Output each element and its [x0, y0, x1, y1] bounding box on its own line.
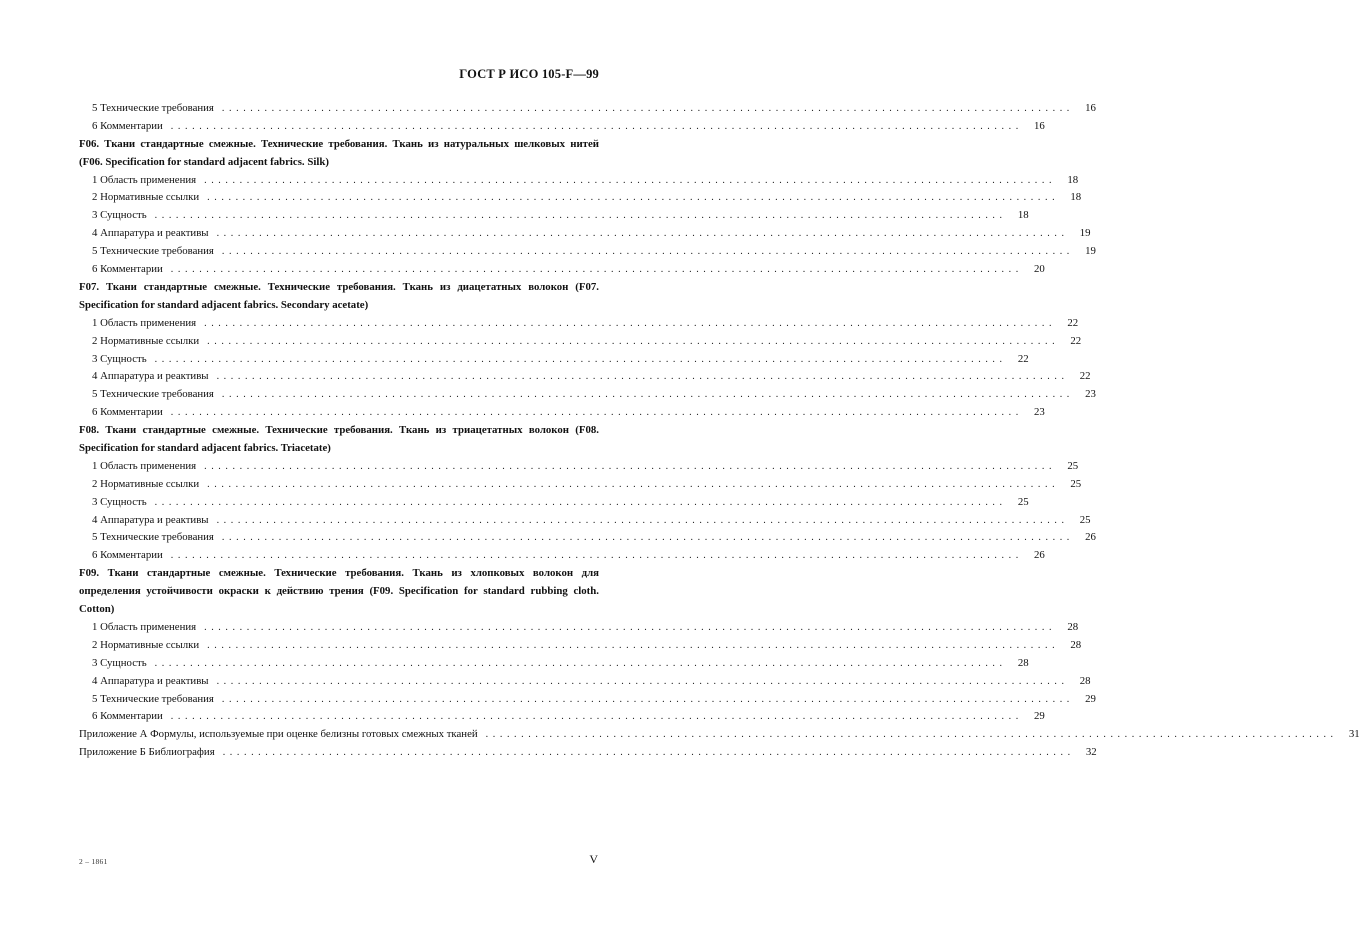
- toc-entry-page: 22: [1067, 316, 1079, 329]
- dot-leader: ........................................................................................................................: [221, 532, 1074, 544]
- toc-entry[interactable]: [79, 458, 1079, 476]
- toc-appendix-entry[interactable]: [79, 726, 1360, 744]
- dot-leader: ........................................................................................................................: [216, 514, 1069, 526]
- toc-entry-page: 26: [1034, 549, 1045, 562]
- toc-entry-label: 1 Область применения: [92, 173, 197, 186]
- toc-entry-page: 29: [1085, 692, 1096, 705]
- toc-entry-label: 6 Комментарии: [92, 263, 163, 276]
- toc-entry-label: Приложение А Формулы, используемые при оценке белизны готовых смежных тканей: [79, 728, 478, 741]
- toc-entry-label: 3 Сущность: [92, 495, 147, 508]
- toc-entry[interactable]: [79, 225, 1091, 243]
- toc-entry-page: 23: [1085, 388, 1096, 401]
- dot-leader: ........................................................................................................................: [207, 192, 1060, 204]
- toc-entry[interactable]: [79, 404, 1045, 422]
- dot-leader: ........................................................................................................................: [154, 210, 1007, 222]
- toc-entry-label: 5 Технические требования: [92, 692, 214, 705]
- toc-entry-label: 2 Нормативные ссылки: [92, 334, 200, 347]
- toc-entry-label: 2 Нормативные ссылки: [92, 191, 200, 204]
- print-code: 2 – 1861: [79, 857, 108, 866]
- toc-entry-page: 22: [1070, 334, 1082, 347]
- dot-leader: ........................................................................................................................: [204, 317, 1057, 329]
- toc-entry-label: Приложение Б Библиография: [79, 746, 215, 759]
- toc-entry-page: 28: [1017, 656, 1029, 669]
- toc-entry-label: 4 Аппаратура и реактивы: [92, 370, 209, 383]
- toc-entry-page: 25: [1070, 477, 1082, 490]
- toc-entry-label: 2 Нормативные ссылки: [92, 638, 200, 651]
- toc-section-title[interactable]: F08. Ткани стандартные смежные. Технические требования. Ткань из триацетатных волокон (F08. Specification for standard adjacent fabrics. Triacetate): [79, 424, 599, 454]
- toc-entry[interactable]: [79, 619, 1079, 637]
- toc-entry-page: 28: [1079, 674, 1091, 687]
- toc-entry-page: 26: [1085, 531, 1096, 544]
- toc-entry[interactable]: [79, 637, 1082, 655]
- toc-entry-label: 6 Комментарии: [92, 406, 163, 419]
- dot-leader: ........................................................................................................................: [170, 264, 1023, 276]
- toc-entry[interactable]: [79, 691, 1096, 709]
- toc-entry[interactable]: [79, 118, 1045, 136]
- toc-entry-label: 6 Комментарии: [92, 549, 163, 562]
- dot-leader: ........................................................................................................................: [204, 174, 1057, 186]
- dot-leader: ........................................................................................................................: [222, 747, 1075, 759]
- toc-entry[interactable]: [79, 261, 1045, 279]
- dot-leader: ........................................................................................................................: [221, 389, 1074, 401]
- toc-entry-label: 3 Сущность: [92, 352, 147, 365]
- toc-entry-page: 32: [1085, 746, 1097, 759]
- toc-entry-label: 5 Технические требования: [92, 388, 214, 401]
- toc-entry[interactable]: [79, 708, 1045, 726]
- toc-entry-page: 16: [1085, 102, 1096, 114]
- toc-entry-page: 29: [1034, 710, 1045, 723]
- toc-entry[interactable]: [79, 655, 1029, 673]
- toc-entry-label: 1 Область применения: [92, 620, 197, 633]
- toc-entry-label: 1 Область применения: [92, 459, 197, 472]
- toc-entry-label: 2 Нормативные ссылки: [92, 477, 200, 490]
- toc-entry[interactable]: [79, 673, 1091, 691]
- dot-leader: ........................................................................................................................: [221, 693, 1074, 705]
- toc-section-title[interactable]: F07. Ткани стандартные смежные. Технические требования. Ткань из диацетатных волокон (F07. Specification for standard adjacent fabrics. Secondary acetate): [79, 280, 599, 311]
- dot-leader: ........................................................................................................................: [221, 246, 1074, 258]
- dot-leader: ........................................................................................................................: [170, 550, 1023, 562]
- toc-entry-label: 3 Сущность: [92, 656, 147, 669]
- toc-entry-label: 3 Сущность: [92, 209, 147, 222]
- dot-leader: ........................................................................................................................: [154, 353, 1007, 365]
- toc-entry-label: 4 Аппаратура и реактивы: [92, 674, 209, 687]
- dot-leader: ........................................................................................................................: [170, 120, 1023, 132]
- dot-leader: ........................................................................................................................: [207, 335, 1060, 347]
- toc-entry-label: 5 Технические требования: [92, 531, 214, 544]
- dot-leader: ........................................................................................................................: [207, 639, 1060, 651]
- toc-entry-label: 4 Аппаратура и реактивы: [92, 513, 209, 526]
- toc-entry-page: 25: [1017, 495, 1029, 508]
- toc-entry-page: 19: [1079, 227, 1091, 240]
- toc-section-title[interactable]: F09. Ткани стандартные смежные. Технические требования. Ткань из хлопковых волокон для определения устойчивости окраски к действию трения (F09. Specification for standard rubbing cloth. Cotton): [79, 567, 599, 616]
- toc-entry-page: 22: [1079, 370, 1091, 383]
- toc-entry[interactable]: [79, 243, 1096, 261]
- toc-entry[interactable]: [79, 547, 1045, 565]
- toc-entry-label: 6 Комментарии: [92, 710, 163, 723]
- toc-entry-page: 23: [1034, 406, 1045, 419]
- dot-leader: ........................................................................................................................: [216, 371, 1069, 383]
- toc-section-title[interactable]: F06. Ткани стандартные смежные. Технические требования. Ткань из натуральных шелковых нитей (F06. Specification for standard adjacent fabrics. Silk): [79, 137, 599, 168]
- dot-leader: ........................................................................................................................: [216, 228, 1069, 240]
- toc-entry[interactable]: [79, 207, 1029, 225]
- dot-leader: ........................................................................................................................: [485, 729, 1338, 741]
- toc-entry-page: 22: [1017, 352, 1029, 365]
- toc-entry-page: 18: [1017, 209, 1029, 222]
- dot-leader: ........................................................................................................................: [204, 460, 1057, 472]
- dot-leader: ........................................................................................................................: [207, 478, 1060, 490]
- document-header: ГОСТ Р ИСО 105-F—99: [459, 67, 599, 81]
- toc-entry[interactable]: [79, 476, 1082, 494]
- toc-entry[interactable]: [79, 333, 1082, 351]
- toc-entry-label: 5 Технические требования: [92, 245, 214, 258]
- toc-entry-page: 28: [1067, 620, 1079, 633]
- toc-entry-page: 31: [1348, 728, 1360, 741]
- toc-entry[interactable]: [79, 100, 1096, 118]
- toc-entry-page: 20: [1034, 263, 1045, 276]
- table-of-contents: [79, 100, 1360, 762]
- dot-leader: ........................................................................................................................: [221, 103, 1074, 114]
- toc-entry-page: 28: [1070, 638, 1082, 651]
- toc-entry-label: 5 Технические требования: [92, 102, 214, 114]
- toc-entry[interactable]: [79, 368, 1091, 386]
- toc-entry[interactable]: [79, 172, 1079, 190]
- toc-entry-label: 6 Комментарии: [92, 119, 163, 132]
- toc-entry-label: 1 Область применения: [92, 316, 197, 329]
- toc-entry[interactable]: [79, 529, 1096, 547]
- toc-entry-page: 25: [1067, 459, 1079, 472]
- toc-entry-page: 25: [1079, 513, 1091, 526]
- dot-leader: ........................................................................................................................: [170, 407, 1023, 419]
- dot-leader: ........................................................................................................................: [154, 657, 1007, 669]
- toc-entry[interactable]: [79, 494, 1029, 512]
- dot-leader: ........................................................................................................................: [154, 496, 1007, 508]
- toc-entry[interactable]: [79, 512, 1091, 530]
- toc-entry[interactable]: [79, 351, 1029, 369]
- toc-entry-page: 18: [1070, 191, 1082, 204]
- dot-leader: ........................................................................................................................: [204, 621, 1057, 633]
- toc-entry-page: 18: [1067, 173, 1079, 186]
- toc-entry[interactable]: [79, 189, 1082, 207]
- toc-entry[interactable]: [79, 386, 1096, 404]
- toc-appendix-entry[interactable]: [79, 744, 1097, 762]
- toc-entry-label: 4 Аппаратура и реактивы: [92, 227, 209, 240]
- dot-leader: ........................................................................................................................: [216, 675, 1069, 687]
- toc-entry-page: 16: [1034, 119, 1045, 132]
- dot-leader: ........................................................................................................................: [170, 711, 1023, 723]
- page-number: V: [589, 852, 598, 866]
- toc-entry-page: 19: [1085, 245, 1096, 258]
- toc-entry[interactable]: [79, 315, 1079, 333]
